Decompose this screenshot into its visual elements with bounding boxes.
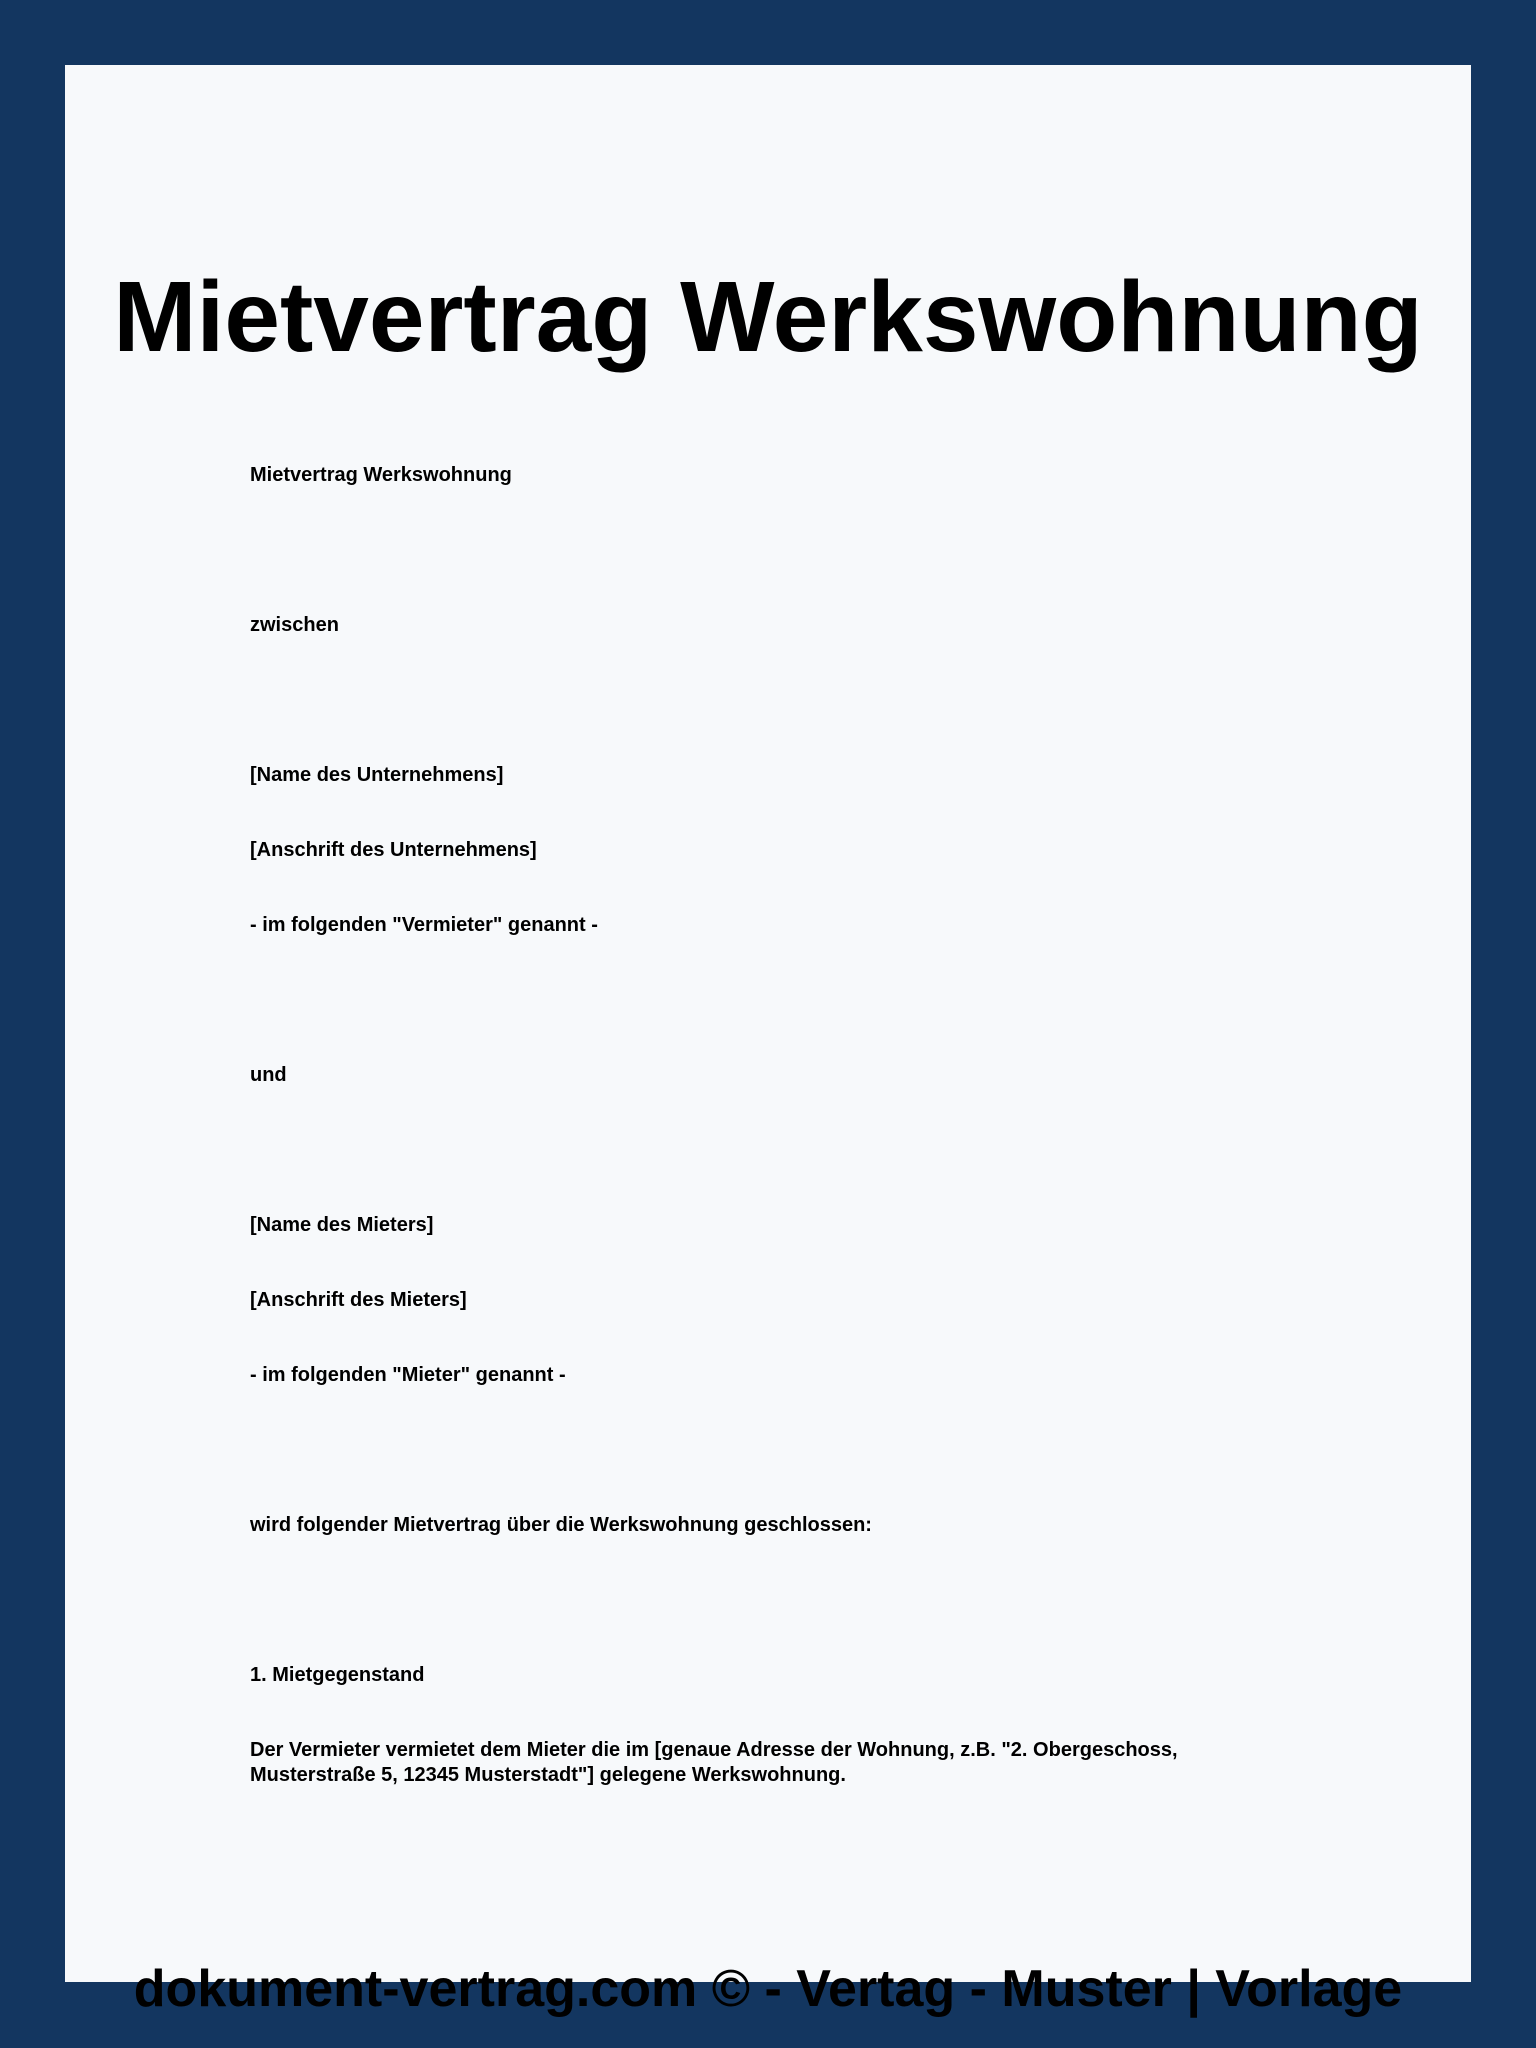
tenant-address: [Anschrift des Mieters]	[250, 1289, 467, 1311]
document-page	[65, 65, 1471, 2018]
footer-watermark: dokument-vertrag.com © - Vertag - Muster | Vorlage	[133, 1960, 1403, 2018]
section-text-mietgegenstand: Der Vermieter vermietet dem Mieter die im [genaue Adresse der Wohnung, z.B. "2. Obergeschoss, Musterstraße 5, 12345 Musterstadt"] gelegene Werkswohnung.	[250, 1739, 1178, 1786]
landlord-designation: - im folgenden "Vermieter" genannt -	[250, 914, 598, 936]
tenant-name: [Name des Mieters]	[250, 1214, 434, 1236]
paragraph-und: und	[250, 1064, 287, 1086]
tenant-designation: - im folgenden "Mieter" genannt -	[250, 1364, 566, 1386]
document-heading: Mietvertrag Werkswohnung	[250, 464, 512, 486]
page-title: Mietvertrag Werkswohnung	[113, 261, 1423, 373]
section-heading-mietgegenstand: 1. Mietgegenstand	[250, 1664, 425, 1686]
contract-intro: wird folgender Mietvertrag über die Werkswohnung geschlossen:	[250, 1514, 872, 1536]
paragraph-zwischen: zwischen	[250, 614, 339, 636]
landlord-address: [Anschrift des Unternehmens]	[250, 839, 537, 861]
landlord-name: [Name des Unternehmens]	[250, 764, 504, 786]
